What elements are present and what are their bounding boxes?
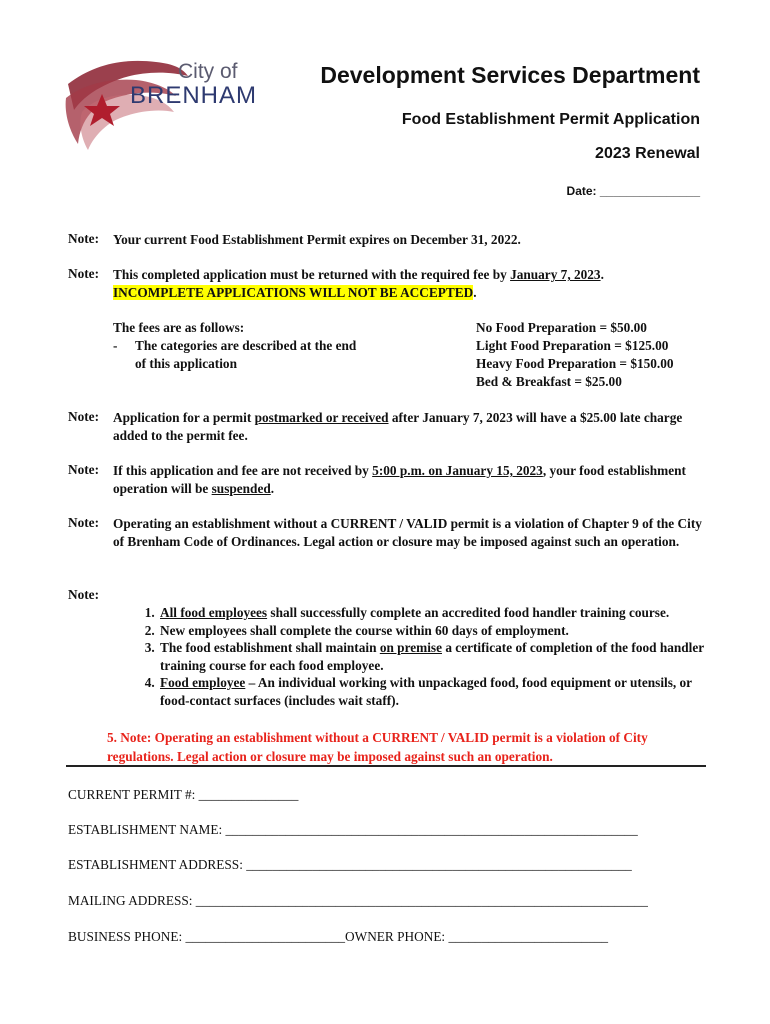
list-text: shall successfully complete an accredited food handler training course. xyxy=(267,605,670,620)
list-item xyxy=(158,622,706,640)
list-text: New employees shall complete the course within 60 days of employment. xyxy=(160,622,569,638)
note-text: Application for a permit xyxy=(113,410,255,425)
deadline-date: January 7, 2023 xyxy=(510,267,601,282)
note-text: after January 7, 2023 will have a $25.00 late charge added to the permit fee. xyxy=(113,410,683,443)
note-return-deadline xyxy=(113,266,703,301)
phone-fields[interactable]: BUSINESS PHONE: ________________________OWNER PHONE: ________________________ xyxy=(68,929,609,944)
fees-desc xyxy=(135,337,356,373)
list-item xyxy=(158,604,706,622)
fee-item: Light Food Preparation = $125.00 xyxy=(476,338,669,353)
fee-item: No Food Preparation = $50.00 xyxy=(476,320,647,335)
fees-desc-line: of this application xyxy=(135,356,237,371)
list-text: a certificate of completion of the food handler training course for each food employee. xyxy=(160,640,704,673)
note-label: Note: xyxy=(68,462,100,477)
list-text: – An individual working with unpackaged food, food equipment or utensils, or food-contact surfaces (includes wait staff). xyxy=(160,675,692,708)
note-text: , your food establishment operation will be xyxy=(113,463,686,496)
red-warning-note: 5. Note: Operating an establishment without a CURRENT / VALID permit is a violation of City regulations. Legal action or closure may be imposed against such an operation. xyxy=(107,730,648,764)
fees-intro-text: The fees are as follows: xyxy=(113,320,245,335)
section-divider xyxy=(66,765,706,767)
dash: - xyxy=(113,338,118,353)
note-valid-permit: Operating an establishment without a CURRENT / VALID permit is a violation of Chapter 9 of the City of Brenham Code of Ordinances. Legal action or closure may be imposed against such an operation. xyxy=(113,516,702,549)
list-item xyxy=(158,674,706,709)
note-text: . xyxy=(600,267,604,282)
fee-item: Heavy Food Preparation = $150.00 xyxy=(476,356,674,371)
note-text: This completed application must be returned with the required fee by xyxy=(113,267,511,282)
note-label: Note: xyxy=(68,587,100,602)
note-suspension xyxy=(113,462,703,497)
note-permit-expiry: Your current Food Establishment Permit expires on December 31, 2022. xyxy=(113,232,521,247)
fees-intro xyxy=(113,319,356,373)
note-text: If this application and fee are not received by xyxy=(113,463,373,478)
logo-name-text: BRENHAM xyxy=(130,82,258,109)
current-permit-field[interactable]: CURRENT PERMIT #: _______________ xyxy=(68,787,299,802)
establishment-address-field[interactable]: ESTABLISHMENT ADDRESS: __________________________________________________________ xyxy=(68,857,632,872)
establishment-name-field[interactable]: ESTABLISHMENT NAME: ______________________________________________________________ xyxy=(68,822,638,837)
form-title: Food Establishment Permit Application xyxy=(401,111,700,128)
note-label: Note: xyxy=(68,266,100,281)
list-text: The food establishment shall maintain xyxy=(160,640,380,655)
note-text: . xyxy=(473,284,477,300)
fee-item: Bed & Breakfast = $25.00 xyxy=(476,374,622,389)
list-term: on premise xyxy=(379,640,442,655)
note-label: Note: xyxy=(68,231,100,246)
suspended-text: suspended xyxy=(211,480,271,496)
note-text: . xyxy=(270,480,275,496)
fees-desc-line: The categories are described at the end xyxy=(135,338,357,353)
list-term: All food employees xyxy=(160,605,268,620)
renewal-year: 2023 Renewal xyxy=(595,145,700,162)
list-item xyxy=(158,639,706,674)
mailing-address-field[interactable]: MAILING ADDRESS: ____________________________________________________________________ xyxy=(68,893,648,908)
food-employee-list xyxy=(133,604,706,709)
fee-schedule xyxy=(476,319,674,391)
postmarked-text: postmarked or received xyxy=(254,410,389,425)
note-label: Note: xyxy=(68,409,100,424)
note-late-charge xyxy=(113,409,703,444)
incomplete-warning: INCOMPLETE APPLICATIONS WILL NOT BE ACCEPTED xyxy=(113,284,474,300)
department-title: Development Services Department xyxy=(320,62,700,88)
note-label: Note: xyxy=(68,515,100,530)
suspension-deadline: 5:00 p.m. on January 15, 2023 xyxy=(372,463,543,478)
logo-city-text: City of xyxy=(178,60,238,83)
date-field: Date: _______________ xyxy=(566,184,700,198)
list-term: Food employee xyxy=(160,675,246,690)
